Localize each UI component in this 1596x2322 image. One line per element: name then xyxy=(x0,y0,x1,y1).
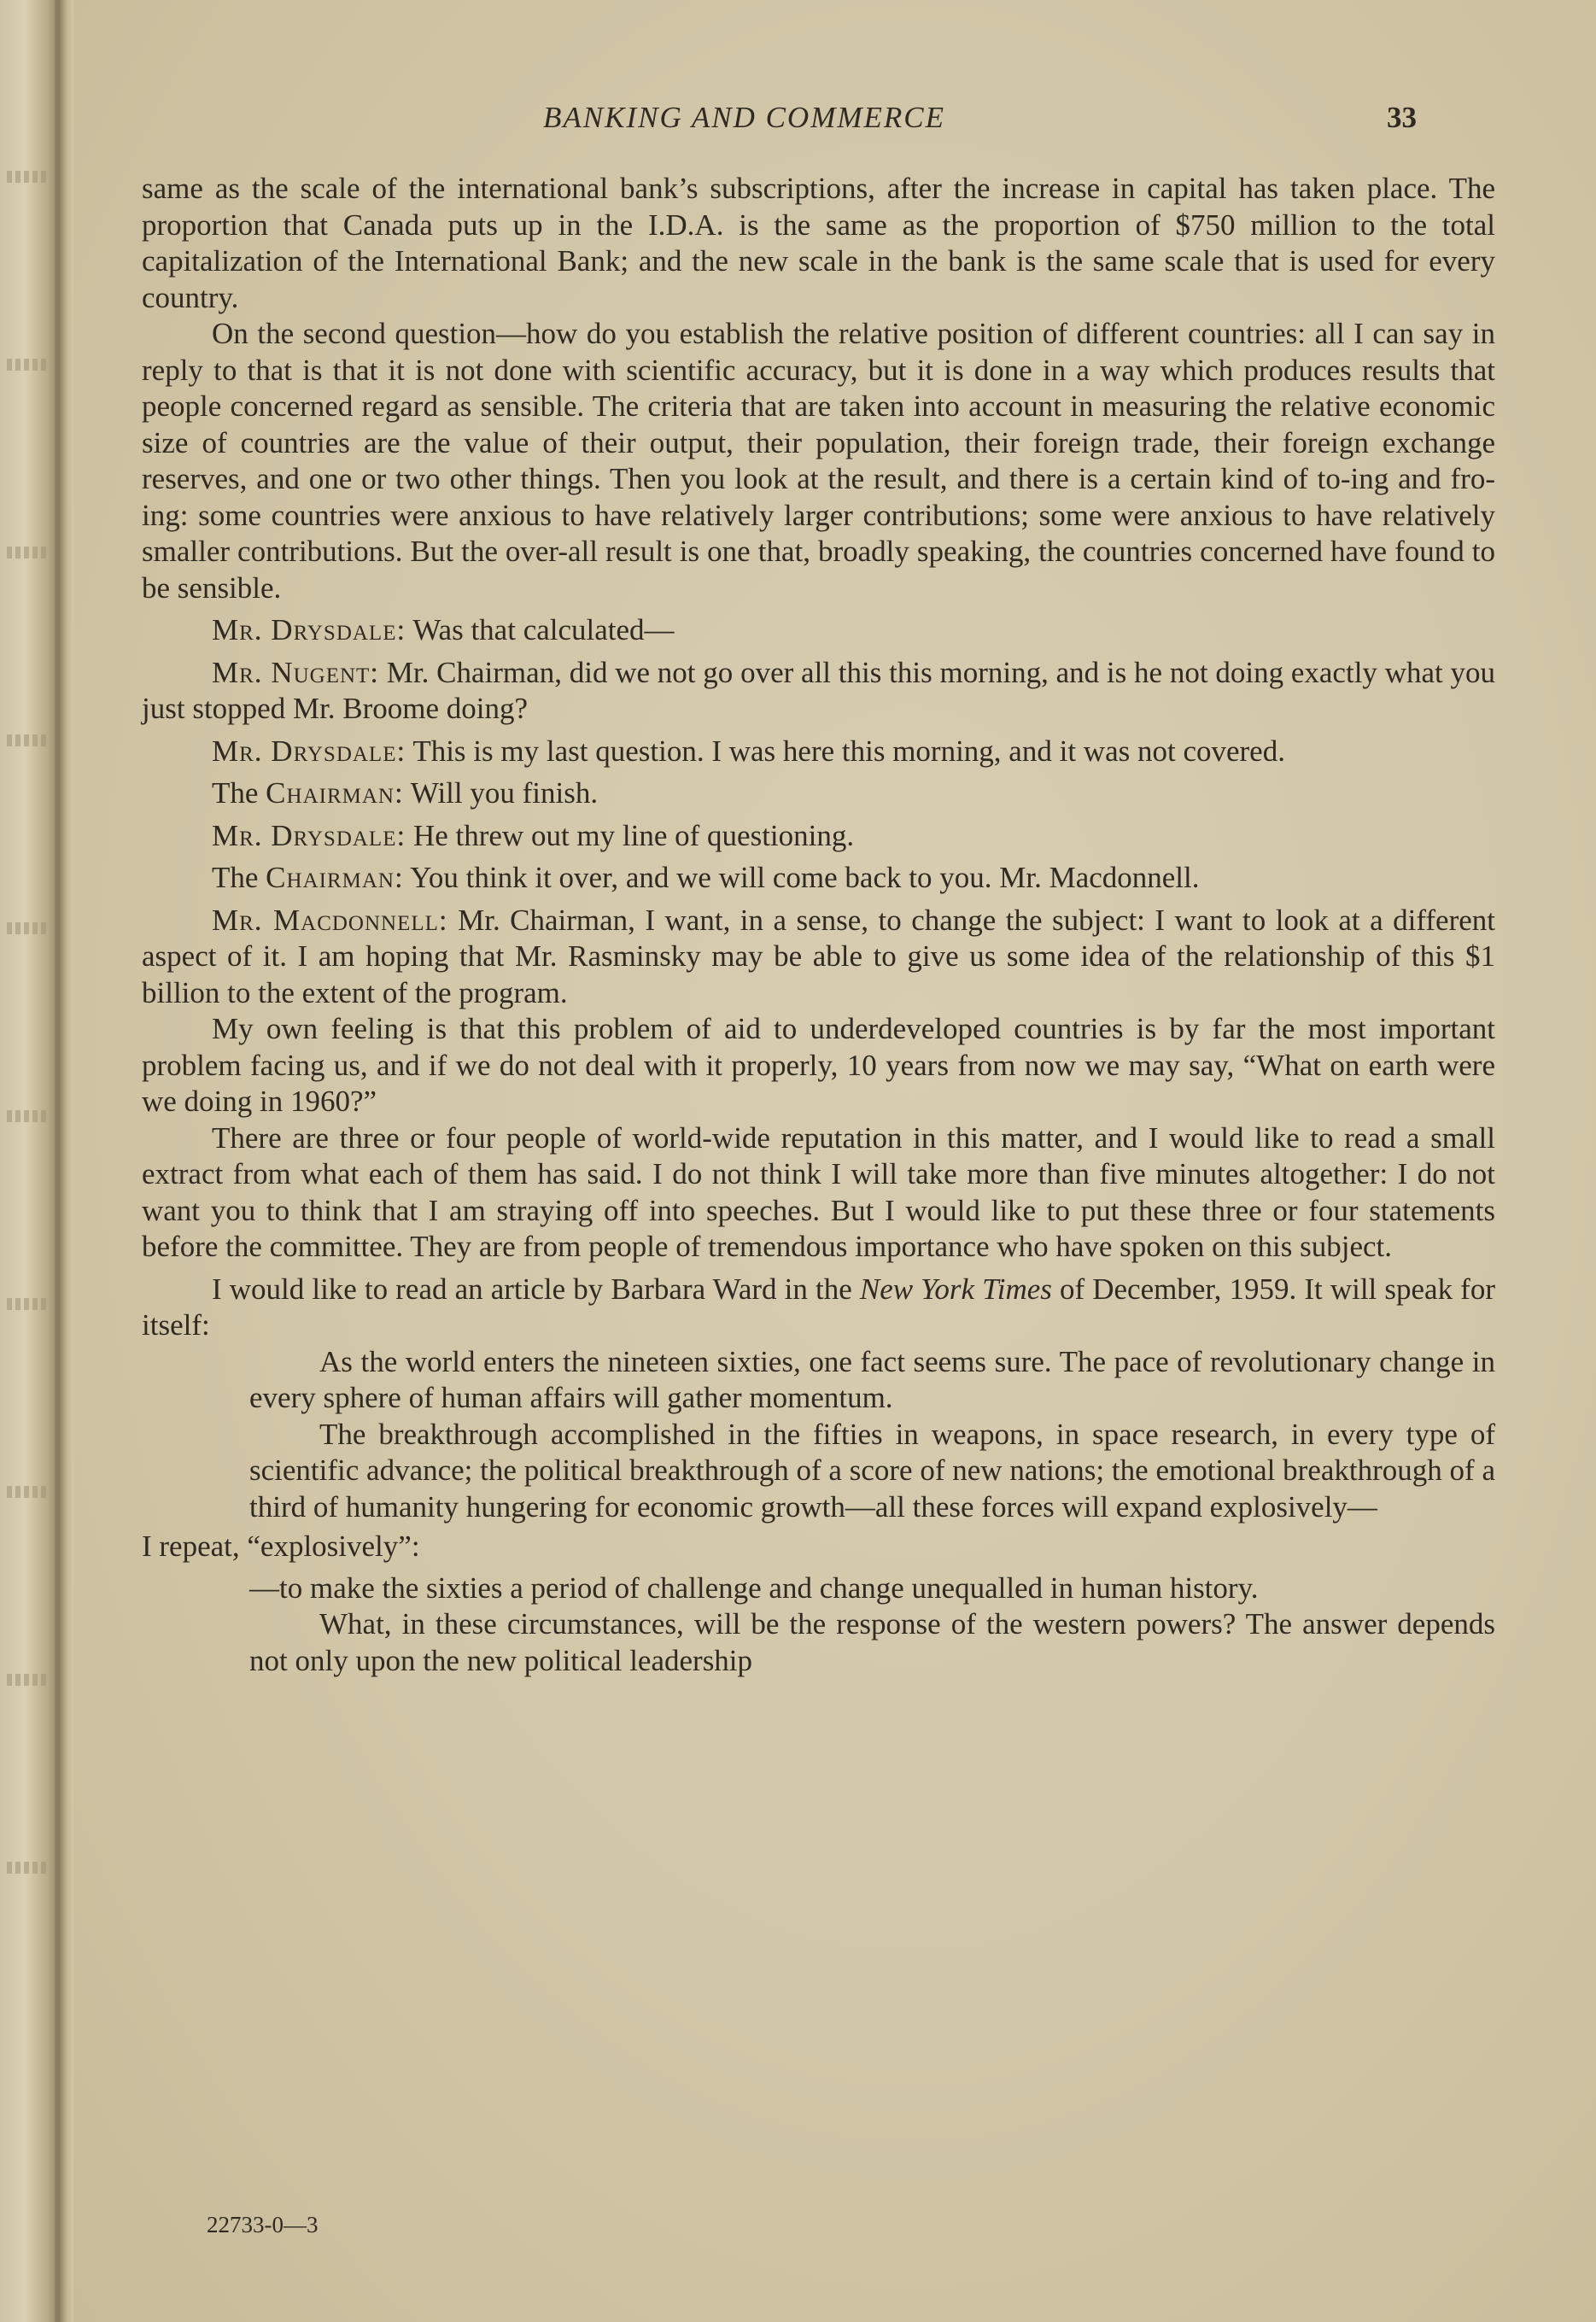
bleed-through-mark xyxy=(7,171,48,183)
speech-text: Was that calculated— xyxy=(406,613,675,646)
speaker-name: Chairman: xyxy=(266,776,404,810)
paragraph-own-feeling: My own feeling is that this problem of aid to underdeveloped countries is by far the most important problem facing us, and if we do not deal with it properly, 10 years from now we may say, “What on earth were we doing in 1960?” xyxy=(142,1012,1495,1118)
paragraph-second-question: On the second question—how do you establish the relative position of different countries: all I can say in reply to that is that it is not done with scientific accuracy, but it is done in a way which produces results that people concerned regard as sensible. The criteria that are taken into account in measuring the relative economic size of countries are the value of their output, their population, their foreign trade, their foreign exchange reserves, and one or two other things. Then you look at the result, and there is a certain kind of to-ing and fro-ing: some countries were anxious to have relatively larger contributions; some were anxious to have relatively smaller contributions. But the over-all result is one that, broadly speaking, the countries concerned have found to be sensible. xyxy=(142,317,1495,605)
speech-text: Mr. Chairman, did we not go over all this this morning, and is he not doing exactly what you just stopped Mr. Broome doing? xyxy=(142,655,1496,725)
running-title: BANKING AND COMMERCE xyxy=(543,101,946,134)
speaker-prefix: The xyxy=(212,861,266,894)
speech-drysdale-1 xyxy=(142,612,1495,649)
paragraph-i-repeat: I repeat, “explosively”: xyxy=(142,1529,420,1563)
bleed-through-mark xyxy=(7,547,48,559)
bleed-through-mark xyxy=(7,922,48,934)
speech-text: This is my last question. I was here this morning, and it was not covered. xyxy=(406,734,1285,768)
page-number: 33 xyxy=(1387,101,1417,134)
speech-macdonnell xyxy=(142,903,1495,1012)
running-head xyxy=(73,101,1596,138)
speech-nugent xyxy=(142,655,1495,728)
quote-paragraph-4: What, in these circumstances, will be the response of the western powers? The answer depends not only upon the new political leadership xyxy=(249,1607,1495,1677)
bleed-through-mark xyxy=(7,1298,48,1310)
speech-chairman-2 xyxy=(142,860,1495,897)
text-run: I would like to read an article by Barbara Ward in the xyxy=(212,1272,860,1306)
printer-signature-code: 22733-0—3 xyxy=(207,2212,319,2237)
bleed-through-mark xyxy=(7,1674,48,1686)
bleed-through-mark xyxy=(7,1862,48,1874)
speaker-name: Chairman: xyxy=(266,861,404,894)
text-run: of December, 1959. It will speak for itself: xyxy=(142,1272,1495,1342)
bleed-through-mark xyxy=(7,359,48,371)
speech-drysdale-2 xyxy=(142,734,1495,770)
speaker-name: Mr. Drysdale: xyxy=(212,734,406,768)
speaker-name: Mr. Macdonnell: xyxy=(212,903,448,937)
quote-paragraph-1: As the world enters the nineteen sixties, one fact seems sure. The pace of revolutionary change in every sphere of human affairs will gather momentum. xyxy=(249,1344,1495,1414)
speaker-prefix: The xyxy=(212,776,266,810)
paragraph-three-or-four: There are three or four people of world-wide reputation in this matter, and I would like to read a small extract from what each of them has said. I do not think I will take more than five minutes altogether: I do not want you to think that I am straying off into speeches. But I would like to put these three or four statements before the committee. They are from people of tremendous importance who have spoken on this subject. xyxy=(142,1120,1495,1263)
binding-gutter-line xyxy=(55,0,60,2322)
book-page xyxy=(73,0,1596,2322)
paragraph-barbara-ward xyxy=(142,1272,1495,1344)
speech-text: Mr. Chairman, I want, in a sense, to change the subject: I want to look at a different aspect of it. I am hoping that Mr. Rasminsky may be able to give us some idea of the relationship of this $1 billion to the extent of the program. xyxy=(142,903,1495,1009)
bleed-through-mark xyxy=(7,1110,48,1122)
page-body xyxy=(142,171,1495,1679)
book-binding-edge xyxy=(0,0,73,2322)
speaker-name: Mr. Nugent: xyxy=(212,655,380,689)
speech-drysdale-3 xyxy=(142,818,1495,855)
quote-paragraph-3: —to make the sixties a period of challenge and change unequalled in human history. xyxy=(249,1570,1259,1605)
bleed-through-mark xyxy=(7,734,48,746)
speech-chairman-1 xyxy=(142,775,1495,812)
quote-paragraph-2: The breakthrough accomplished in the fifties in weapons, in space research, in every type of scientific advance; the political breakthrough of a score of new nations; the emotional breakthrough of a third of humanity hungering for economic growth—all these forces will expand explosively— xyxy=(249,1417,1495,1524)
speaker-name: Mr. Drysdale: xyxy=(212,613,406,646)
bleed-through-mark xyxy=(7,1486,48,1498)
paragraph-continued: same as the scale of the international bank’s subscriptions, after the increase in capital has taken place. The proportion that Canada puts up in the I.D.A. is the same as the proportion of $750 million to the total capitalization of the International Bank; and the new scale in the bank is the same scale that is used for every country. xyxy=(142,172,1495,314)
speech-text: He threw out my line of questioning. xyxy=(406,818,855,852)
newspaper-title: New York Times xyxy=(859,1272,1052,1306)
speaker-name: Mr. Drysdale: xyxy=(212,818,406,852)
speech-text: Will you finish. xyxy=(403,776,599,810)
speech-text: You think it over, and we will come back to you. Mr. Macdonnell. xyxy=(403,861,1200,894)
